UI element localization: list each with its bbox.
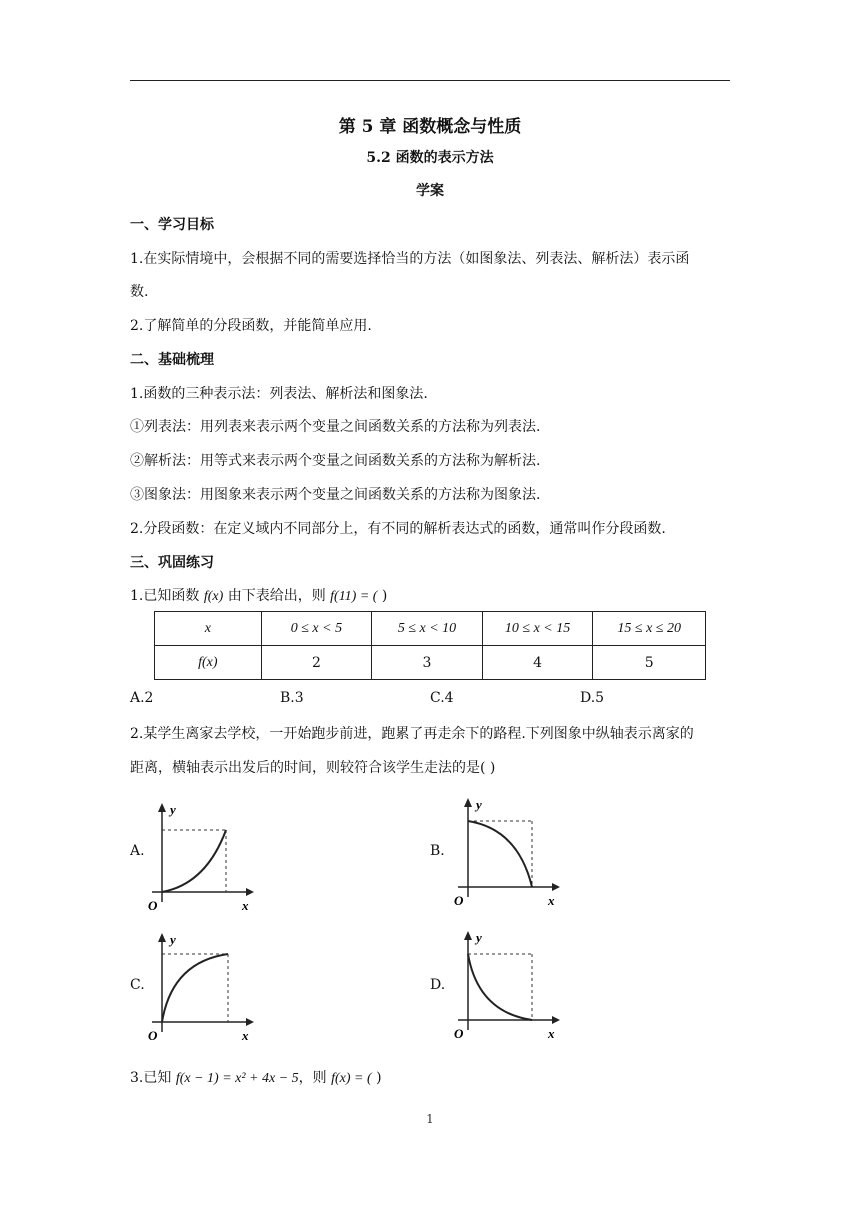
subtitle: 学案: [416, 183, 444, 199]
q1-post: ): [377, 588, 388, 604]
basics-line-2: ①列表法：用列表来表示两个变量之间函数关系的方法称为列表法.: [130, 419, 541, 435]
goal-2: 2.了解简单的分段函数，并能简单应用.: [130, 318, 372, 334]
y-label: y: [170, 802, 176, 817]
x-label: x: [548, 1026, 555, 1041]
graph-a-label: A.: [130, 843, 145, 859]
curve: [468, 821, 532, 887]
function-table: [154, 611, 706, 680]
origin-label: O: [148, 1028, 158, 1043]
basics-heading: 二、基础梳理: [130, 352, 214, 368]
choice-d: D.5: [580, 690, 605, 706]
q3-pre: 3.已知: [130, 1070, 176, 1086]
table-cell: 2: [261, 646, 372, 680]
x-axis-arrow: [246, 888, 254, 896]
graph-c: [146, 930, 258, 1042]
x-axis-arrow: [552, 1016, 560, 1024]
x-label: x: [548, 893, 555, 908]
graph-c-label: C.: [130, 977, 145, 993]
y-axis-arrow: [158, 803, 166, 812]
q3-lhs: f(x − 1) = x² + 4x − 5: [175, 1071, 299, 1086]
basics-line-5: 2.分段函数：在定义域内不同部分上，有不同的解析表达式的函数，通常叫作分段函数.: [130, 521, 666, 537]
basics-line-3: ②解析法：用等式来表示两个变量之间函数关系的方法称为解析法.: [130, 453, 541, 469]
q3-post: ): [371, 1070, 382, 1086]
choice-c: C.4: [430, 690, 454, 706]
table-cell: 5 ≤ x < 10: [372, 612, 483, 646]
graph-a: [146, 800, 258, 912]
practice-heading: 三、巩固练习: [130, 555, 214, 571]
y-axis-arrow: [464, 931, 472, 940]
question-1: [130, 585, 387, 605]
page-number: 1: [426, 1112, 434, 1126]
table-cell: 0 ≤ x < 5: [261, 612, 372, 646]
choice-b: B.3: [280, 690, 304, 706]
table-cell: 3: [372, 646, 483, 680]
table-cell: f(x): [155, 646, 262, 680]
x-label: x: [242, 898, 249, 913]
section-title: 5.2 函数的表示方法: [366, 150, 494, 166]
q1-mid: 由下表给出，则: [223, 588, 331, 604]
basics-line-1: 1.函数的三种表示法：列表法、解析法和图象法.: [130, 386, 428, 402]
goal-1-line-2: 数.: [130, 284, 149, 300]
basics-line-4: ③图象法：用图象来表示两个变量之间函数关系的方法称为图象法.: [130, 487, 541, 503]
curve: [162, 954, 228, 1022]
header-rule: [130, 80, 730, 81]
table-cell: 10 ≤ x < 15: [482, 612, 593, 646]
q3-mid: ，则: [298, 1070, 332, 1086]
choice-a: A.2: [130, 690, 154, 706]
y-axis-arrow: [464, 798, 472, 807]
goals-heading: 一、学习目标: [130, 217, 214, 233]
y-label: y: [170, 932, 176, 947]
x-axis-arrow: [552, 883, 560, 891]
table-row: [155, 646, 706, 680]
question-3: [130, 1067, 382, 1087]
table-row: [155, 612, 706, 646]
x-label: x: [242, 1028, 249, 1043]
graph-d: [452, 928, 564, 1040]
question-2-line-2: 距离，横轴表示出发后的时间，则较符合该学生走法的是( ): [130, 760, 496, 776]
origin-label: O: [148, 898, 158, 913]
graph-b-label: B.: [430, 843, 445, 859]
graph-b: [452, 795, 564, 907]
origin-label: O: [454, 1026, 464, 1041]
curve: [468, 954, 532, 1020]
question-2-line-1: 2.某学生离家去学校，一开始跑步前进，跑累了再走余下的路程.下列图象中纵轴表示离家的: [130, 726, 694, 742]
q1-f11: f(11) = (: [330, 589, 378, 604]
table-cell: x: [155, 612, 262, 646]
q1-pre: 1.已知函数: [130, 588, 204, 604]
y-label: y: [476, 797, 482, 812]
y-label: y: [476, 930, 482, 945]
x-axis-arrow: [246, 1018, 254, 1026]
chapter-title: 第 5 章 函数概念与性质: [338, 117, 522, 137]
q1-fx: f(x): [203, 589, 224, 604]
table-cell: 5: [593, 646, 706, 680]
q3-rhs: f(x) = (: [331, 1071, 372, 1086]
table-cell: 4: [482, 646, 593, 680]
y-axis-arrow: [158, 933, 166, 942]
table-cell: 15 ≤ x ≤ 20: [593, 612, 706, 646]
origin-label: O: [454, 893, 464, 908]
curve: [162, 830, 226, 892]
goal-1-line-1: 1.在实际情境中，会根据不同的需要选择恰当的方法（如图象法、列表法、解析法）表示函: [130, 251, 690, 267]
graph-d-label: D.: [430, 977, 446, 993]
